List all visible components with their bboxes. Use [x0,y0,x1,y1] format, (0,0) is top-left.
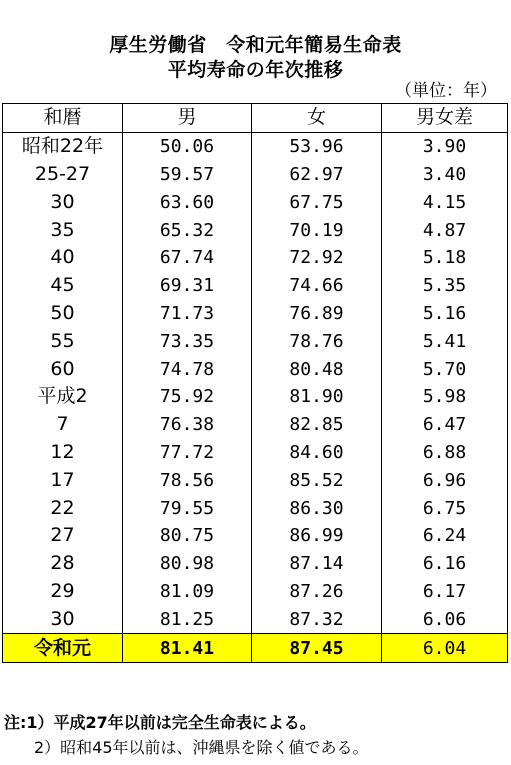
cell-difference: 3.90 [382,132,508,160]
table-row [3,161,508,189]
table-row [3,439,508,467]
cell-female: 80.48 [252,355,382,383]
cell-era: 28 [3,550,123,578]
cell-male: 59.57 [123,161,252,189]
table-row [3,300,508,328]
header-era: 和暦 [3,104,123,133]
cell-era: 22 [3,494,123,522]
cell-difference: 6.06 [382,605,508,633]
cell-male: 71.73 [123,300,252,328]
cell-male: 69.31 [123,272,252,300]
header-difference: 男女差 [382,104,508,133]
cell-female: 76.89 [252,300,382,328]
cell-era: 45 [3,272,123,300]
cell-female: 62.97 [252,161,382,189]
table-row-highlighted [3,634,508,663]
cell-male: 80.98 [123,550,252,578]
cell-male: 80.75 [123,522,252,550]
cell-male: 65.32 [123,216,252,244]
table-row [3,188,508,216]
table-row [3,355,508,383]
cell-female: 53.96 [252,132,382,160]
table-row [3,244,508,272]
table-row [3,216,508,244]
table-title: 厚生労働省 令和元年簡易生命表 [109,34,402,56]
cell-difference: 6.24 [382,522,508,550]
cell-era: 7 [3,411,123,439]
cell-era: 30 [3,188,123,216]
cell-difference: 6.04 [382,634,508,663]
cell-male: 81.25 [123,605,252,633]
cell-difference: 5.70 [382,355,508,383]
header-female: 女 [252,104,382,133]
cell-era: 35 [3,216,123,244]
table-row [3,522,508,550]
cell-male: 77.72 [123,439,252,467]
cell-male: 81.41 [123,634,252,663]
life-expectancy-table [2,103,508,663]
cell-male: 63.60 [123,188,252,216]
cell-female: 82.85 [252,411,382,439]
cell-male: 74.78 [123,355,252,383]
cell-female: 78.76 [252,327,382,355]
table-row [3,550,508,578]
cell-female: 87.32 [252,605,382,633]
header-row [3,104,508,133]
cell-era: 令和元 [3,634,123,663]
cell-female: 81.90 [252,383,382,411]
cell-difference: 5.16 [382,300,508,328]
cell-era: 30 [3,605,123,633]
cell-difference: 4.87 [382,216,508,244]
cell-male: 73.35 [123,327,252,355]
table-row [3,272,508,300]
table-row [3,466,508,494]
cell-difference: 5.18 [382,244,508,272]
cell-difference: 5.98 [382,383,508,411]
cell-era: 17 [3,466,123,494]
cell-difference: 3.40 [382,161,508,189]
cell-male: 67.74 [123,244,252,272]
note-1: 注:1）平成27年以前は完全生命表による。 [4,713,316,732]
cell-female: 67.75 [252,188,382,216]
cell-difference: 6.88 [382,439,508,467]
cell-difference: 5.35 [382,272,508,300]
cell-male: 81.09 [123,578,252,606]
cell-difference: 6.16 [382,550,508,578]
cell-male: 78.56 [123,466,252,494]
cell-female: 87.26 [252,578,382,606]
cell-era: 27 [3,522,123,550]
cell-female: 85.52 [252,466,382,494]
table-row [3,383,508,411]
table-row [3,411,508,439]
cell-era: 29 [3,578,123,606]
cell-female: 87.14 [252,550,382,578]
cell-era: 平成2 [3,383,123,411]
cell-female: 84.60 [252,439,382,467]
cell-era: 昭和22年 [3,132,123,160]
table-row [3,132,508,160]
cell-era: 60 [3,355,123,383]
cell-era: 12 [3,439,123,467]
cell-male: 79.55 [123,494,252,522]
cell-era: 50 [3,300,123,328]
cell-difference: 6.75 [382,494,508,522]
cell-difference: 6.96 [382,466,508,494]
table-row [3,605,508,633]
cell-female: 86.30 [252,494,382,522]
cell-difference: 4.15 [382,188,508,216]
cell-era: 55 [3,327,123,355]
table-row [3,494,508,522]
note-2: 2）昭和45年以前は、沖縄県を除く値である。 [34,738,369,757]
cell-female: 87.45 [252,634,382,663]
table-body [3,132,508,662]
cell-difference: 5.41 [382,327,508,355]
cell-difference: 6.17 [382,578,508,606]
cell-female: 70.19 [252,216,382,244]
cell-era: 40 [3,244,123,272]
cell-female: 74.66 [252,272,382,300]
cell-male: 50.06 [123,132,252,160]
cell-era: 25-27 [3,161,123,189]
header-male: 男 [123,104,252,133]
table-row [3,327,508,355]
cell-male: 76.38 [123,411,252,439]
table-row [3,578,508,606]
cell-difference: 6.47 [382,411,508,439]
cell-female: 72.92 [252,244,382,272]
unit-label: （単位：年） [395,81,497,101]
cell-female: 86.99 [252,522,382,550]
cell-male: 75.92 [123,383,252,411]
table-subtitle: 平均寿命の年次推移 [167,59,344,81]
